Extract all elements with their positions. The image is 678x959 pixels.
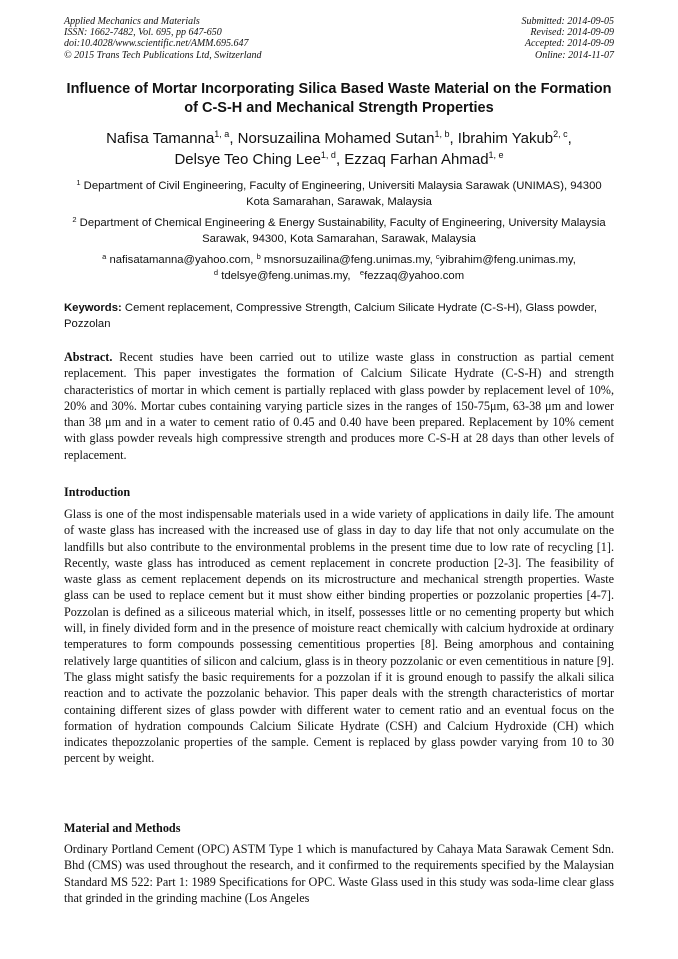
author-name: Ibrahim Yakub <box>457 130 554 147</box>
author-list <box>64 128 614 170</box>
methods-text: Ordinary Portland Cement (OPC) ASTM Type 1 which is manufactured by Cahaya Mata Sarawak Cement Sdn. Bhd (CMS) was used throughout the research, and it confirmed to the requirements specified by the Malaysian Standard MS 522: Part 1: 1989 Specifications for OPC. Waste Glass used in this study was soda-lime clear glass that grinded in the grinding machine (Los Angeles <box>64 842 614 905</box>
methods-heading: Material and Methods <box>64 821 181 835</box>
affiliation-1 <box>64 179 614 210</box>
journal-info <box>64 16 262 61</box>
email-link[interactable]: tdelsye@feng.unimas.my, <box>221 269 351 282</box>
author-sup: 2, c <box>553 129 568 139</box>
author-sep: , <box>229 130 234 147</box>
affiliation-text: Department of Chemical Engineering & Energy Sustainability, Faculty of Engineering, University Malaysia Sarawak, 94300, Kota Samarahan, Sarawak, Malaysia <box>79 217 606 245</box>
email-list <box>64 253 614 284</box>
journal-name: Applied Mechanics and Materials <box>64 16 200 27</box>
email-link[interactable]: fezzaq@yahoo.com <box>364 269 465 282</box>
email-sup: b <box>256 252 261 261</box>
email-sup: e <box>359 267 365 277</box>
author-sep: , <box>335 151 341 168</box>
email-link[interactable]: yibrahim@feng.unimas.my, <box>439 254 576 266</box>
revised-date: Revised: 2014-09-09 <box>530 27 614 39</box>
email-sup: d <box>213 267 219 277</box>
author-name: Delsye Teo Ching Lee <box>174 151 321 168</box>
accepted-date: Accepted: 2014-09-09 <box>524 38 614 50</box>
author-sup: 1, a <box>214 129 230 139</box>
author-sep: , <box>449 130 454 147</box>
abstract <box>64 349 614 463</box>
author-name: Ezzaq Farhan Ahmad <box>344 151 489 168</box>
author-sup: 1, b <box>434 129 450 139</box>
author-sep: , <box>567 130 572 147</box>
abstract-label: Abstract. <box>64 350 113 364</box>
doi-line[interactable]: doi:10.4028/www.scientific.net/AMM.695.647 <box>64 38 249 50</box>
issn-line: ISSN: 1662-7482, Vol. 695, pp 647-650 <box>64 27 222 39</box>
author-name: Nafisa Tamanna <box>106 130 215 147</box>
email-sup: a <box>102 252 107 261</box>
introduction-text: Glass is one of the most indispensable materials used in a wide variety of applications in daily life. The amount of waste glass has increased with the increased use of glass in day to day life that not only accumulate on the landfills but also contribute to the environmental problems in the present time due to low rate of recycling [1]. Recently, waste glass has introduced as cement replacement in concrete production [2-3]. The feasibility of waste glass as cement replacement depends on its microstructure and mechanical strength properties. Waste glass can be used to replace cement but it must show either binding properties or pozzolanic properties [4-7]. Pozzolan is defined as a siliceous material which, in itself, possesses little or no cementing property but which will, in finely divided form and in the presence of moisture react chemically with calcium hydroxide at ordinary temperatures to form compounds possessing cementitious properties [8]. Being amorphous and containing relatively large quantities of silicon and calcium, glass is in theory pozzolanic or even cementitious in nature [9]. The glass might satisfy the basic requirements for a pozzolan if it is ground enough to passify the alkali silica reaction and to activate the pozzolanic behavior. This paper deals with the strength characteristics of mortar containing different sizes of glass powder with different water to cement ratio and an eventual focus on the formation of hydration compounds Calcium Silicate Hydrate (CSH) and Calcium Hydroxide (CH) which indicates thepozzolanic properties of the sample. Cement is replaced by glass powder varying from 10 to 30 percent by weight. <box>64 507 614 766</box>
affiliation-2 <box>64 216 614 247</box>
email-link[interactable]: nafisatamanna@yahoo.com, <box>109 254 254 266</box>
keywords-label: Keywords: <box>64 302 122 314</box>
email-sup: c <box>435 252 440 261</box>
online-date: Online: 2014-11-07 <box>535 49 614 61</box>
keywords <box>64 301 614 332</box>
publication-dates <box>522 16 615 61</box>
paper-title: Influence of Mortar Incorporating Silica Based Waste Material on the Formation of C-S-H and Mechanical Strength Properties <box>66 81 612 116</box>
abstract-text: Recent studies have been carried out to utilize waste glass in construction as partial cement replacement. This paper investigates the formation of Calcium Silicate Hydrate (C-S-H) and strength characteristics of mortar in which cement is partially replaced with glass powder by replacement level of 10%, 20% and 30%. Mortar cubes containing varying particle sizes in the ranges of 150-75μm, 63-38 μm and lower than 38 μm and in a water to cement ratio of 0.45 and 0.40 have been prepared. Replacement by 10% cement with glass powder reveals high compressive strength and produces more C-S-H at 28 days than other levels of replacement. <box>64 350 614 462</box>
author-name: Norsuzailina Mohamed Sutan <box>237 130 435 147</box>
affiliation-text: Department of Civil Engineering, Faculty of Engineering, Universiti Malaysia Sarawak (UNIMAS), 94300 Kota Samarahan, Sarawak, Malaysia <box>83 180 602 208</box>
introduction-heading: Introduction <box>64 485 131 499</box>
copyright-line: © 2015 Trans Tech Publications Ltd, Switzerland <box>64 49 262 61</box>
affiliation-sup: 1 <box>76 178 81 187</box>
submitted-date: Submitted: 2014-09-05 <box>521 16 614 27</box>
keywords-text: Cement replacement, Compressive Strength, Calcium Silicate Hydrate (C-S-H), Glass powder, Pozzolan <box>64 302 598 330</box>
email-link[interactable]: msnorsuzailina@feng.unimas.my, <box>263 254 433 266</box>
author-sup: 1, e <box>488 150 504 160</box>
affiliation-sup: 2 <box>72 215 77 224</box>
author-sup: 1, d <box>320 150 336 160</box>
